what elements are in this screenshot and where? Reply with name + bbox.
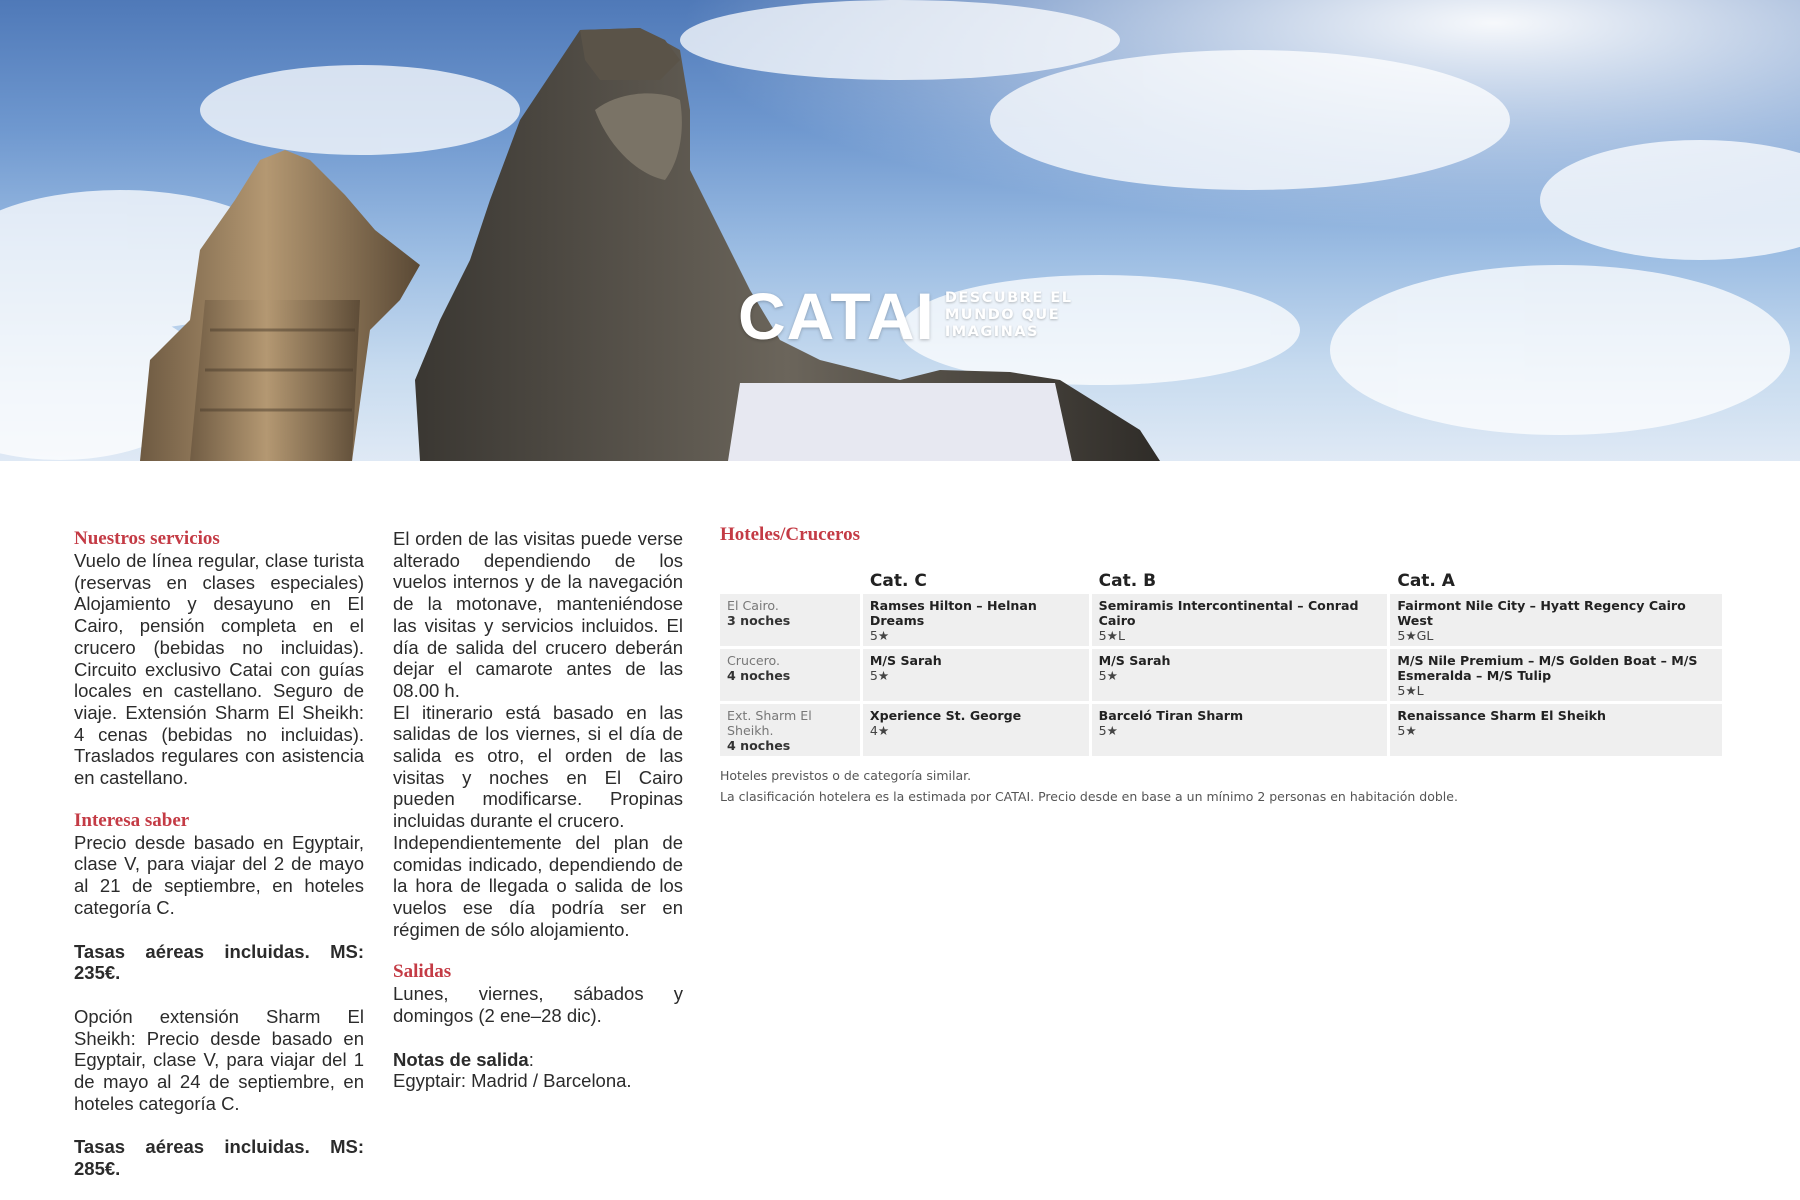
notas-line bbox=[393, 1049, 683, 1071]
independiente-text: Independientemente del plan de comidas indicado, dependiendo de la hora de llegada o salida de los vuelos ese día podría ser en régimen de sólo alojamiento. bbox=[393, 831, 683, 940]
row-place: Crucero. bbox=[727, 653, 781, 668]
hotel-stars: 5★ bbox=[1098, 723, 1118, 738]
hotel-name: Semiramis Intercontinental – Conrad Cairo bbox=[1098, 598, 1359, 628]
note-line: La clasificación hotelera es la estimada por CATAI. Precio desde en base a un mínimo 2 personas en habitación doble. bbox=[720, 789, 1458, 804]
header-empty bbox=[720, 569, 860, 591]
header-cat-c: Cat. C bbox=[869, 571, 927, 591]
opcion-text: Opción extensión Sharm El Sheikh: Precio desde basado en Egyptair, clase V, para viajar del 1 de mayo al 24 de septiembre, en hoteles categoría C. bbox=[74, 1005, 364, 1114]
hotel-stars: 5★L bbox=[1397, 683, 1424, 698]
tagline-line: DESCUBRE EL bbox=[944, 290, 1073, 306]
row-nights: 3 noches bbox=[727, 613, 791, 628]
hotel-cell bbox=[1390, 704, 1722, 756]
notas-colon: : bbox=[528, 1048, 534, 1070]
notas-text: Egyptair: Madrid / Barcelona. bbox=[393, 1070, 632, 1092]
hotel-name: Renaissance Sharm El Sheikh bbox=[1397, 708, 1607, 723]
hotel-name: M/S Sarah bbox=[869, 653, 942, 668]
brand-block bbox=[738, 279, 1073, 353]
hotel-stars: 5★ bbox=[1098, 668, 1118, 683]
hotel-cell bbox=[1390, 649, 1722, 701]
hotel-cell bbox=[863, 594, 1089, 646]
hotels-notes bbox=[720, 765, 1725, 807]
row-place: Ext. Sharm El Sheikh. bbox=[727, 708, 812, 738]
hotel-cell bbox=[1092, 704, 1388, 756]
tagline-line: MUNDO QUE bbox=[944, 307, 1061, 323]
row-place: El Cairo. bbox=[727, 598, 779, 613]
hotel-stars: 5★ bbox=[1397, 723, 1417, 738]
hotel-name: M/S Sarah bbox=[1098, 653, 1171, 668]
hotel-name: Ramses Hilton – Helnan Dreams bbox=[869, 598, 1037, 628]
column-services bbox=[74, 528, 364, 1180]
hotel-stars: 4★ bbox=[869, 723, 890, 738]
hotel-name: Barceló Tiran Sharm bbox=[1098, 708, 1244, 723]
hotels-table bbox=[717, 566, 1725, 759]
hotel-name: Xperience St. George bbox=[869, 708, 1022, 723]
header-cat-a: Cat. A bbox=[1397, 571, 1455, 591]
tasas-text-2: Tasas aéreas incluidas. MS: 285€. bbox=[74, 1136, 364, 1180]
notas-label: Notas de salida bbox=[393, 1048, 529, 1070]
column-notes bbox=[393, 528, 683, 1092]
row-label bbox=[720, 594, 860, 646]
salidas-text: Lunes, viernes, sábados y domingos (2 ene–28 dic). bbox=[393, 983, 683, 1027]
hotel-stars: 5★ bbox=[869, 628, 890, 643]
hotels-section bbox=[720, 524, 1725, 807]
table-row bbox=[720, 649, 1722, 701]
servicios-text: Vuelo de línea regular, clase turista (reservas en clases especiales) Alojamiento y desayuno en El Cairo, pensión completa en el crucero (bebidas no incluidas). Circuito exclusivo Catai con guías locales en castellano. Seguro de viaje. Extensión Sharm El Sheikh: 4 cenas (bebidas no incluidas). Traslados regulares con asistencia en castellano. bbox=[74, 550, 364, 789]
table-row bbox=[720, 704, 1722, 756]
brand-logo: CATAI bbox=[738, 279, 935, 353]
tasas-text-1: Tasas aéreas incluidas. MS: 235€. bbox=[74, 940, 364, 984]
orden-text: El orden de las visitas puede verse alterado dependiendo de los vuelos internos y de la navegación de la motonave, manteniéndose las visitas y servicios incluidos. El día de salida del crucero deberán dejar el camarote antes de las 08.00 h. bbox=[393, 528, 683, 701]
hero-photo bbox=[0, 0, 1800, 461]
row-nights: 4 noches bbox=[727, 738, 791, 753]
hotel-stars: 5★L bbox=[1098, 628, 1125, 643]
hotel-cell bbox=[863, 704, 1089, 756]
tagline-line: IMAGINAS bbox=[944, 324, 1040, 340]
section-title-servicios: Nuestros servicios bbox=[74, 528, 220, 549]
section-title-interesa: Interesa saber bbox=[74, 809, 190, 831]
row-label bbox=[720, 704, 860, 756]
note-line: Hoteles previstos o de categoría similar. bbox=[720, 768, 972, 783]
table-header-row bbox=[720, 569, 1722, 591]
brand-tagline bbox=[945, 290, 1073, 341]
hotel-name: M/S Nile Premium – M/S Golden Boat – M/S Esmeralda – M/S Tulip bbox=[1397, 653, 1698, 683]
interesa-text: Precio desde basado en Egyptair, clase V, para viajar del 2 de mayo al 21 de septiembre, en hoteles categoría C. bbox=[74, 831, 364, 918]
hotel-cell bbox=[1092, 594, 1388, 646]
row-nights: 4 noches bbox=[727, 668, 791, 683]
hotel-name: Fairmont Nile City – Hyatt Regency Cairo West bbox=[1397, 598, 1686, 628]
itinerario-text: El itinerario está basado en las salidas de los viernes, si el día de salida es otro, el orden de las visitas y noches en El Cairo pueden modificarse. Propinas incluidas durante el crucero. bbox=[393, 701, 683, 832]
table-row bbox=[720, 594, 1722, 646]
header-cat-b: Cat. B bbox=[1098, 571, 1157, 591]
section-title-hoteles: Hoteles/Cruceros bbox=[720, 524, 860, 545]
row-label bbox=[720, 649, 860, 701]
hotel-stars: 5★GL bbox=[1397, 628, 1434, 643]
decorative-panel bbox=[728, 383, 1072, 461]
hotel-cell bbox=[1390, 594, 1722, 646]
section-title-salidas: Salidas bbox=[393, 961, 452, 983]
hotel-cell bbox=[1092, 649, 1388, 701]
hotel-cell bbox=[863, 649, 1089, 701]
hero-banner bbox=[0, 0, 1800, 461]
hotel-stars: 5★ bbox=[869, 668, 890, 683]
